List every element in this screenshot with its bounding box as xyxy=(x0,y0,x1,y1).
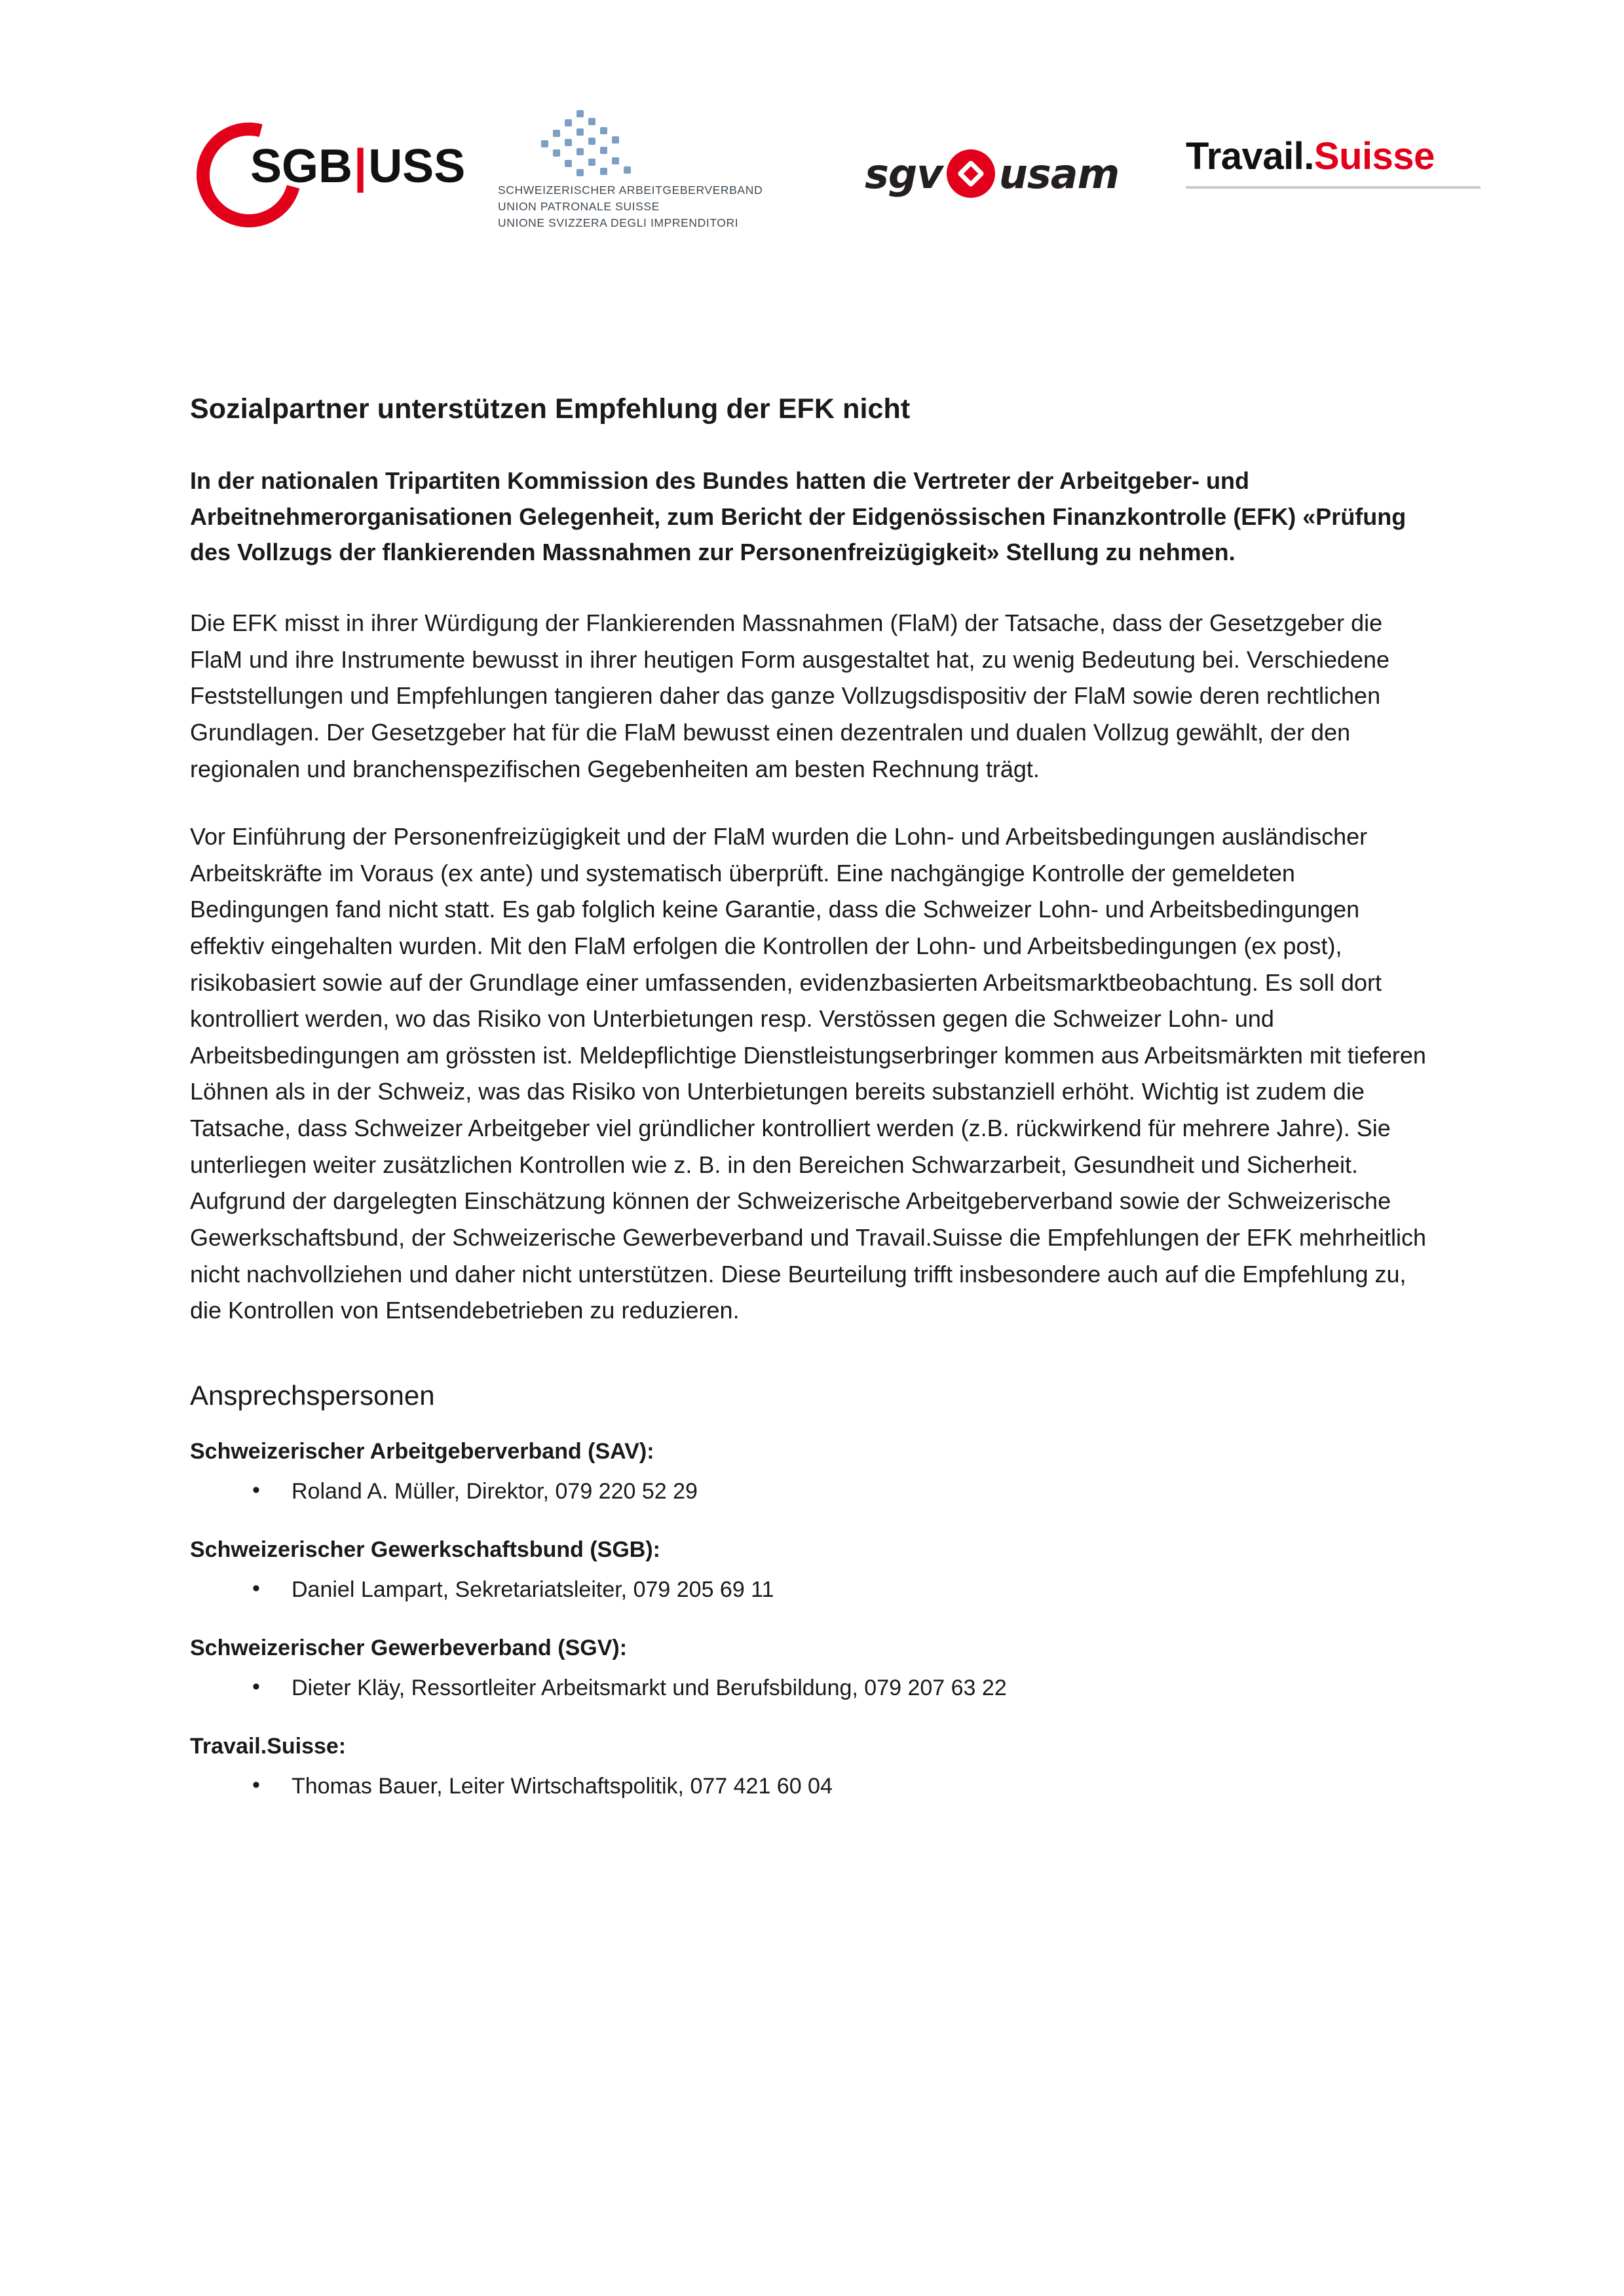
sgv-emblem-icon xyxy=(947,149,995,198)
sgb-wordmark-separator: | xyxy=(354,140,368,193)
sgb-wordmark-secondary: USS xyxy=(368,140,466,193)
contact-block-travail-suisse xyxy=(190,1734,1435,1803)
travail-suisse-underline xyxy=(1186,186,1481,189)
sav-wordmark-line-3: UNIONE SVIZZERA DEGLI IMPRENDITORI xyxy=(498,216,739,229)
list-item: • Roland A. Müller, Direktor, 079 220 52 29 xyxy=(190,1475,1435,1508)
list-item: • Dieter Kläy, Ressortleiter Arbeitsmarkt und Berufsbildung, 079 207 63 22 xyxy=(190,1672,1435,1705)
list-item: • Daniel Lampart, Sekretariatsleiter, 079 205 69 11 xyxy=(190,1573,1435,1607)
contact-organisation-sav: Schweizerischer Arbeitgeberverband (SAV): xyxy=(190,1438,654,1464)
travail-suisse-wordmark xyxy=(1186,134,1494,178)
document-body xyxy=(190,393,1435,1832)
sav-wordmark-line-2: UNION PATRONALE SUISSE xyxy=(498,199,660,213)
sav-dot-grid-icon xyxy=(528,110,652,182)
contact-people-sgb xyxy=(190,1573,1435,1607)
sav-wordmark-line-1: SCHWEIZERISCHER ARBEITGEBERVERBAND xyxy=(498,183,763,197)
sgv-wordmark-left: sgv xyxy=(865,149,943,198)
body-paragraph-1: Die EFK misst in ihrer Würdigung der Flankierenden Massnahmen (FlaM) der Tatsache, dass der Gesetzgeber die FlaM und ihre Instrumente bewusst in ihrer heutigen Form ausgestaltet hat, zu wenig Bedeutung bei. Verschiedene Feststellungen und Empfehlungen tangieren daher das ganze Vollzugsdispositiv der FlaM sowie deren rechtlichen Grundlagen. Der Gesetzgeber hat für die FlaM bewusst einen dezentralen und dualen Vollzug gewählt, der den regionalen und branchenspezifischen Gegebenheiten am besten Rechnung trägt. xyxy=(190,609,1390,782)
body-paragraph-2: Vor Einführung der Personenfreizügigkeit und der FlaM wurden die Lohn- und Arbeitsbedingungen ausländischer Arbeitskräfte im Voraus (ex ante) und systematisch überprüft. Eine nachgängige Kontrolle der gemeldeten Bedingungen fand nicht statt. Es gab folglich keine Garantie, dass die Schweizer Lohn- und Arbeitsbedingungen effektiv eingehalten wurden. Mit den FlaM erfolgen die Kontrollen der Lohn- und Arbeitsbedingungen (ex post), risikobasiert sowie auf der Grundlage einer umfassenden, evidenzbasierten Arbeitsmarktbeobachtung. Es soll dort kontrolliert werden, wo das Risiko von Unterbietungen resp. Verstössen gegen die Schweizer Lohn- und Arbeitsbedingungen am grössten ist. Meldepflichtige Dienstleistungserbringer kommen aus Arbeitsmärkten mit tieferen Löhnen als in der Schweiz, was das Risiko von Unterbietungen bereits substanziell erhöht. Wichtig ist zudem die Tatsache, dass Schweizer Arbeitgeber viel gründlicher kontrolliert werden (z.B. rückwirkend für mehrere Jahre). Sie unterliegen weiter zusätzlichen Kontrollen wie z. B. in den Bereichen Schwarzarbeit, Gesundheit und Sicherheit. Aufgrund der dargelegten Einschätzung können der Schweizerische Arbeitgeberverband sowie der Schweizerische Gewerkschaftsbund, der Schweizerische Gewerbeverband und Travail.Suisse die Empfehlungen der EFK mehrheitlich nicht nachvollziehen und daher nicht unterstützen. Diese Beurteilung trifft insbesondere auch auf die Empfehlung zu, die Kontrollen von Entsendebetrieben zu reduzieren. xyxy=(190,823,1426,1324)
contact-block-sgb xyxy=(190,1537,1435,1607)
logo-sgv-usam xyxy=(865,134,1146,213)
contact-people-sav xyxy=(190,1475,1435,1508)
contact-block-sgv xyxy=(190,1636,1435,1705)
lead-paragraph: In der nationalen Tripartiten Kommission des Bundes hatten die Vertreter der Arbeitgeber- und Arbeitnehmerorganisationen Gelegenheit, zum Bericht der Eidgenössischen Finanzkontrolle (EFK) «Prüfung des Vollzugs der flankierenden Massnahmen zur Personenfreizügigkeit» Stellung zu nehmen. xyxy=(190,467,1407,566)
contact-block-sav xyxy=(190,1439,1435,1508)
contact-people-sgv xyxy=(190,1672,1435,1705)
list-item: • Thomas Bauer, Leiter Wirtschaftspolitik, 077 421 60 04 xyxy=(190,1770,1435,1803)
logo-sgb-uss xyxy=(190,108,465,239)
logo-travail-suisse xyxy=(1186,134,1494,213)
page-title: Sozialpartner unterstützen Empfehlung der EFK nicht xyxy=(190,393,911,425)
contact-people-travail-suisse xyxy=(190,1770,1435,1803)
sgv-wordmark-right: usam xyxy=(998,149,1120,198)
contact-organisation-sgb: Schweizerischer Gewerkschaftsbund (SGB): xyxy=(190,1537,660,1562)
logo-bar xyxy=(190,98,1448,249)
logo-schweizerischer-arbeitgeberverband xyxy=(498,105,812,242)
contact-organisation-sgv: Schweizerischer Gewerbeverband (SGV): xyxy=(190,1635,628,1660)
contacts-heading: Ansprechspersonen xyxy=(190,1379,435,1411)
travail-suisse-wordmark-first: Travail. xyxy=(1186,135,1314,178)
sgb-wordmark-main: SGB xyxy=(250,140,353,193)
contact-organisation-travail-suisse: Travail.Suisse: xyxy=(190,1733,347,1759)
travail-suisse-wordmark-second: Suisse xyxy=(1313,135,1435,178)
sav-wordmark xyxy=(498,182,763,231)
sgb-wordmark xyxy=(250,140,465,193)
